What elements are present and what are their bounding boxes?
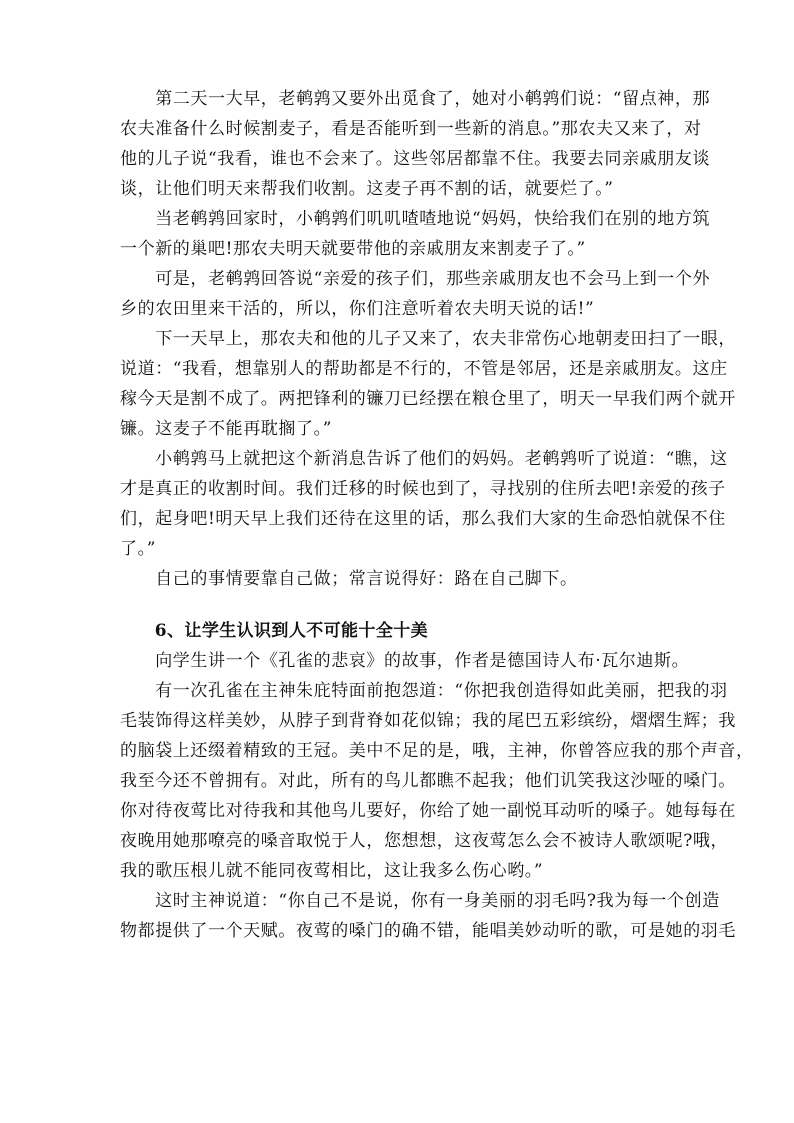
- text-line: 向学生讲一个《孔雀的悲哀》的故事，作者是德国诗人布·瓦尔迪斯。: [120, 651, 690, 671]
- section-heading: 6、让学生认识到人不可能十全十美: [120, 621, 429, 641]
- text-line: 第二天一大早，老鹌鹑又要外出觅食了，她对小鹌鹑们说：“留点神，那: [120, 89, 711, 109]
- paragraph-3: [120, 264, 711, 324]
- text-line: 们，起身吧!明天早上我们还待在这里的话，那么我们大家的生命恐怕就保不住: [120, 509, 726, 529]
- text-line: 我至今还不曾拥有。对此，所有的鸟儿都瞧不起我；他们讥笑我这沙哑的嗓门。: [120, 771, 736, 791]
- text-line: 毛装饰得这样美妙，从脖子到背脊如花似锦；我的尾巴五彩缤纷，熠熠生辉；我: [120, 711, 736, 731]
- text-line: 他的儿子说“我看，谁也不会来了。这些邻居都靠不住。我要去同亲戚朋友谈: [120, 149, 711, 169]
- document-page: [120, 84, 754, 946]
- text-line: 谈，让他们明天来帮我们收割。这麦子再不割的话，就要烂了。”: [120, 179, 614, 199]
- text-line: 农夫准备什么时候割麦子，看是否能听到一些新的消息。”那农夫又来了，对: [120, 119, 702, 139]
- text-line: 有一次孔雀在主神朱庇特面前抱怨道：“你把我创造得如此美丽，把我的羽: [120, 681, 728, 701]
- text-line: 我的歌压根儿就不能同夜莺相比，这让我多么伤心哟。”: [120, 861, 544, 881]
- paragraph-8: [120, 676, 754, 886]
- text-line: 自己的事情要靠自己做；常言说得好：路在自己脚下。: [120, 569, 578, 589]
- text-line: 稼今天是割不成了。两把锋利的镰刀已经摆在粮仓里了，明天一早我们两个就开: [120, 389, 736, 409]
- text-line: 当老鹌鹑回家时，小鹌鹑们叽叽喳喳地说“妈妈，快给我们在别的地方筑: [120, 209, 711, 229]
- spacer: [120, 594, 676, 616]
- text-line: 的脑袋上还缀着精致的王冠。美中不足的是，哦，主神，你曾答应我的那个声音，: [120, 741, 754, 761]
- paragraph-5: [120, 444, 728, 564]
- paragraph-9: [120, 886, 736, 946]
- text-line: 这时主神说道：“你自己不是说，你有一身美丽的羽毛吗?我为每一个创造: [120, 891, 720, 911]
- text-line: 小鹌鹑马上就把这个新消息告诉了他们的妈妈。老鹌鹑听了说道：“瞧，这: [120, 449, 728, 469]
- text-line: 才是真正的收割时间。我们迁移的时候也到了，寻找别的住所去吧!亲爱的孩子: [120, 479, 726, 499]
- paragraph-4: [120, 324, 736, 444]
- text-line: 了。”: [120, 539, 156, 559]
- text-line: 你对待夜莺比对待我和其他鸟儿要好，你给了她一副悦耳动听的嗓子。她每每在: [120, 801, 736, 821]
- text-line: 可是，老鹌鹑回答说“亲爱的孩子们，那些亲戚朋友也不会马上到一个外: [120, 269, 711, 289]
- paragraph-1: [120, 84, 711, 204]
- text-line: 乡的农田里来干活的，所以，你们注意听着农夫明天说的话!”: [120, 299, 595, 319]
- text-line: 下一天早上，那农夫和他的儿子又来了，农夫非常伤心地朝麦田扫了一眼，: [120, 329, 736, 349]
- paragraph-6: [120, 564, 676, 594]
- text-line: 夜晚用她那嘹亮的嗓音取悦于人，您想想，这夜莺怎么会不被诗人歌颂呢?哦，: [120, 831, 729, 851]
- text-line: 一个新的巢吧!那农夫明天就要带他的亲戚朋友来割麦子了。”: [120, 239, 586, 259]
- paragraph-2: [120, 204, 711, 264]
- text-line: 说道：“我看，想靠别人的帮助都是不行的，不管是邻居，还是亲戚朋友。这庄: [120, 359, 728, 379]
- paragraph-7: [120, 646, 690, 676]
- text-line: 镰。这麦子不能再耽搁了。”: [120, 419, 332, 439]
- text-line: 物都提供了一个天赋。夜莺的嗓门的确不错，能唱美妙动听的歌，可是她的羽毛: [120, 921, 736, 941]
